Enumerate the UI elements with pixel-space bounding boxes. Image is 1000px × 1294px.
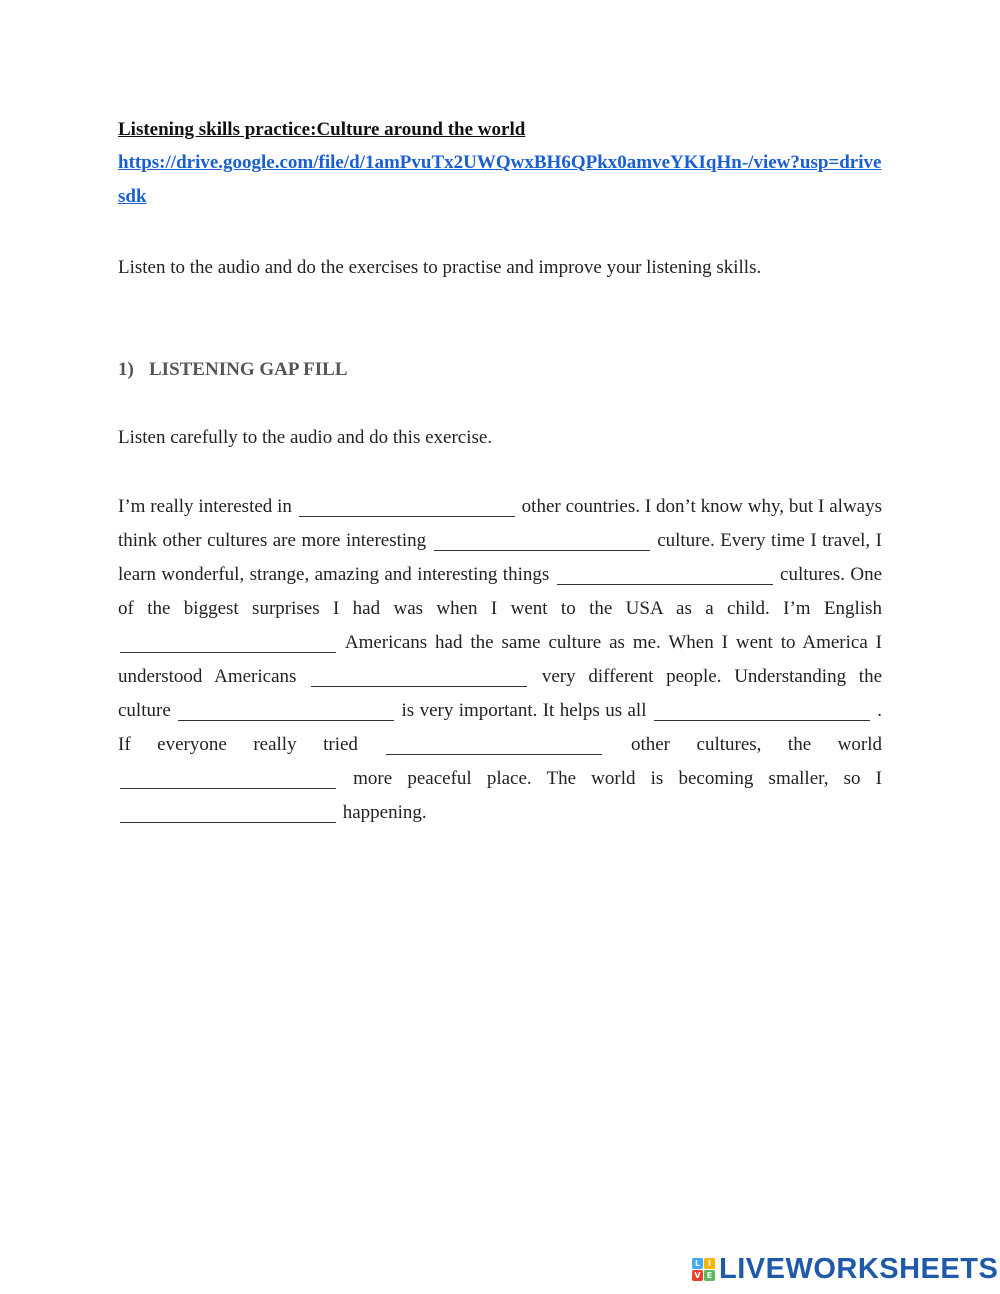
gap-blank-9[interactable] xyxy=(120,770,336,789)
exercise-instruction: Listen carefully to the audio and do this exercise. xyxy=(118,427,493,448)
gap-text-segment: culture. Every time I travel, I learn wonderful, strange, amazing and interesting things xyxy=(118,530,882,585)
gap-blank-2[interactable] xyxy=(434,532,650,551)
section-heading xyxy=(118,356,882,384)
gap-blank-7[interactable] xyxy=(654,702,870,721)
gap-blank-5[interactable] xyxy=(311,668,527,687)
gap-text-segment: other cultures, the world xyxy=(604,734,882,755)
liveworksheets-logo xyxy=(692,1254,998,1284)
gap-blank-6[interactable] xyxy=(178,702,394,721)
gap-blank-8[interactable] xyxy=(386,736,602,755)
gap-text-segment: I’m really interested in xyxy=(118,496,297,517)
worksheet-title: Listening skills practice:Culture around the world xyxy=(118,119,526,140)
gap-blank-10[interactable] xyxy=(120,804,336,823)
gap-blank-4[interactable] xyxy=(120,634,336,653)
liveworksheets-logo-mark-icon xyxy=(692,1258,715,1281)
gap-text-segment: more peaceful place. The world is becoming smaller, so I xyxy=(338,768,882,789)
gap-blank-3[interactable] xyxy=(557,566,773,585)
audio-link[interactable]: https://drive.google.com/file/d/1amPvuTx2UWQwxBH6QPkx0amveYKIqHn-/view?usp=drivesdk xyxy=(118,152,882,207)
gap-text-segment: is very important. It helps us all xyxy=(396,700,652,721)
logo-mark-tile: I xyxy=(704,1258,715,1269)
gap-text-segment: happening. xyxy=(338,802,427,823)
gap-text-segment: . If everyone really tried xyxy=(118,700,882,755)
intro-text: Listen to the audio and do the exercises to practise and improve your listening skills. xyxy=(118,257,762,278)
section-title: LISTENING GAP FILL xyxy=(149,359,348,380)
gap-text-segment: very different people. Understanding the culture xyxy=(118,666,883,721)
gap-text-segment: cultures. One of the biggest surprises I had was when I went to the USA as a child. I’m English xyxy=(118,564,882,619)
gap-fill-paragraph xyxy=(118,490,882,830)
logo-mark-tile: V xyxy=(692,1270,703,1281)
logo-mark-tile: L xyxy=(692,1258,703,1269)
gap-blank-1[interactable] xyxy=(299,498,515,517)
logo-text: LIVEWORKSHEETS xyxy=(719,1252,999,1285)
logo-mark-tile: E xyxy=(704,1270,715,1281)
gap-text-segment: Americans had the same culture as me. When I went to America I understood Americans xyxy=(118,632,882,687)
worksheet-page xyxy=(118,116,882,830)
section-number: 1) xyxy=(118,359,134,380)
gap-text-segment: other countries. I don’t know why, but I always think other cultures are more interesting xyxy=(118,496,882,551)
